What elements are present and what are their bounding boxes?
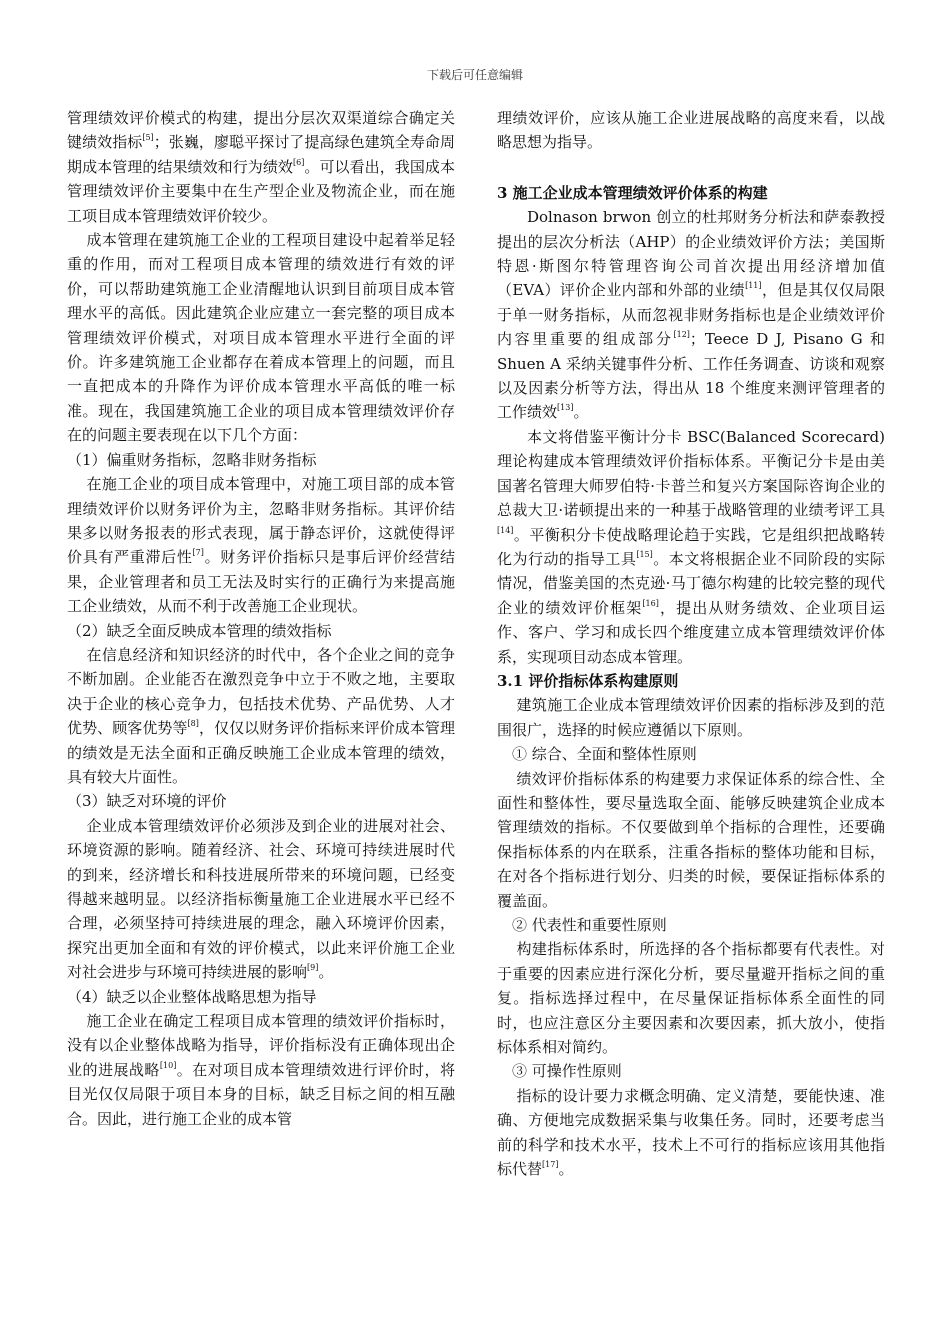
subheading: （3）缺乏对环境的评价: [67, 792, 227, 811]
citation[interactable]: [11]: [745, 281, 762, 291]
principle-heading: ② 代表性和重要性原则: [512, 916, 667, 934]
paragraph: Dolnason brwon 创立的杜邦财务分析法和萨泰教授提出的层次分析法（AHP）的企业绩效评价方法；美国斯特恩·斯图尔特管理咨询公司首次提出用经济增加值（EVA）评价企业内部和外部的业绩[11]，但是其仅仅局限于单一财务指标，从而忽视非财务指标也是企业绩效评价内容里重要的组成部分[12]；Teece D J, Pisano G 和 Shuen A 采纳关键事件分析、工作任务调查、访谈和观察以及因素分析等方法，得出从 18 个维度来测评管理者的工作绩效[13]。: [497, 208, 885, 422]
citation[interactable]: [10]: [159, 1060, 177, 1070]
subheading: （4）缺乏以企业整体战略思想为指导: [67, 987, 317, 1006]
principle-heading: ① 综合、全面和整体性原则: [512, 745, 697, 764]
citation[interactable]: [6]: [292, 157, 305, 167]
citation[interactable]: [17]: [542, 1160, 559, 1170]
paragraph: 建筑施工企业成本管理绩效评价因素的指标涉及到的范围很广，选择的时候应遵循以下原则。: [497, 696, 885, 739]
page-header: 下载后可任意编辑: [426, 68, 523, 82]
citation[interactable]: [15]: [636, 549, 653, 559]
paragraph: 管理绩效评价模式的构建，提出分层次双渠道综合确定关键绩效指标[5]；张巍，廖聪平探讨了提高绿色建筑全寿命周期成本管理的结果绩效和行为绩效[6]。可以看出，我国成本管理绩效评价主要集中在生产型企业及物流企业，而在施工项目成本管理绩效评价较少。: [67, 109, 455, 225]
paragraph: 施工企业在确定工程项目成本管理的绩效评价指标时，没有以企业整体战略为指导，评价指标没有正确体现出企业的进展战略[10]。在对项目成本管理绩效进行评价时，将目光仅仅局限于项目本身的目标，缺乏目标之间的相互融合。因此，进行施工企业的成本管: [67, 1012, 455, 1128]
paragraph: 指标的设计要力求概念明确、定义清楚，要能快速、准确、方便地完成数据采集与收集任务。同时，还要考虑当前的科学和技术水平，技术上不可行的指标应该用其他指标代替[17]。: [497, 1086, 885, 1179]
citation[interactable]: [14]: [497, 525, 514, 535]
paragraph: 在施工企业的项目成本管理中，对施工项目部的成本管理绩效评价以财务评价为主，忽略非财务指标。其评价结果多以财务报表的形式表现，属于静态评价，这就使得评价具有严重滞后性[7]。财务评价指标只是事后评价经营结果，企业管理者和员工无法及时实行的正确行为来提高施工企业绩效，从而不利于改善施工企业现状。: [67, 475, 455, 616]
paragraph: 企业成本管理绩效评价必须涉及到企业的进展对社会、环境资源的影响。随着经济、社会、环境可持续进展时代的到来，经济增长和科技进展所带来的环境问题，已经变得越来越明显。以经济指标衡量施工企业进展水平已经不合理，必须坚持可持续进展的理念，融入环境评价因素，探究出更加全面和有效的评价模式，以此来评价施工企业对社会进步与环境可持续进展的影响[9]。: [67, 816, 455, 982]
citation[interactable]: [7]: [192, 548, 204, 558]
subheading: （1）偏重财务指标，忽略非财务指标: [67, 450, 317, 469]
paragraph: 本文将借鉴平衡计分卡 BSC(Balanced Scorecard) 理论构建成本管理绩效评价指标体系。平衡记分卡是由美国著名管理大师罗伯特·卡普兰和复兴方案国际咨询企业的总裁大卫·诺顿提出来的一种基于战略管理的业绩考评工具[14]。平衡积分卡使战略理论趋于实践，它是组织把战略转化为行动的指导工具[15]。本文将根据企业不同阶段的实际情况，借鉴美国的杰克逊·马丁德尔构建的比较完整的现代企业的绩效评价框架[16]，提出从财务绩效、企业项目运作、客户、学习和成长四个维度建立成本管理绩效评价体系，实现项目动态成本管理。: [497, 427, 885, 666]
citation[interactable]: [13]: [557, 403, 574, 413]
paragraph: 成本管理在建筑施工企业的工程项目建设中起着举足轻重的作用，而对工程项目成本管理的绩效进行有效的评价，可以帮助建筑施工企业清醒地认识到目前项目成本管理水平的高低。因此建筑企业应建立一套完整的项目成本管理绩效评价模式，对项目成本管理水平进行全面的评价。许多建筑施工企业都存在着成本管理上的问题，而且一直把成本的升降作为评价成本管理水平高低的唯一标准。现在，我国建筑施工企业的项目成本管理绩效评价存在的问题主要表现在以下几个方面：: [67, 231, 455, 445]
citation[interactable]: [9]: [307, 963, 319, 973]
citation[interactable]: [8]: [187, 719, 199, 729]
section-heading: 3.1 评价指标体系构建原则: [497, 671, 679, 690]
principle-heading: ③ 可操作性原则: [512, 1062, 622, 1081]
section-heading: 3 施工企业成本管理绩效评价体系的构建: [497, 183, 768, 202]
subheading: （2）缺乏全面反映成本管理的绩效指标: [67, 621, 332, 640]
paragraph: 理绩效评价，应该从施工企业进展战略的高度来看，以战略思想为指导。: [497, 109, 885, 152]
paragraph: 在信息经济和知识经济的时代中，各个企业之间的竞争不断加剧。企业能否在激烈竞争中立于不败之地，主要取决于企业的核心竞争力，包括技术优势、产品优势、人才优势、顾客优势等[8]，仅仅以财务评价指标来评价成本管理的绩效是无法全面和正确反映施工企业成本管理的绩效，具有较大片面性。: [67, 645, 455, 786]
citation[interactable]: [5]: [142, 133, 154, 143]
citation[interactable]: [16]: [642, 598, 659, 608]
citation[interactable]: [12]: [673, 330, 690, 340]
left-column: [67, 106, 455, 1131]
right-column: [497, 106, 885, 1181]
paragraph: 构建指标体系时，所选择的各个指标都要有代表性。对于重要的因素应进行深化分析，要尽量避开指标之间的重复。指标选择过程中，在尽量保证指标体系全面性的同时，也应注意区分主要因素和次要因素，抓大放小，使指标体系相对简约。: [497, 940, 885, 1057]
paragraph: 绩效评价指标体系的构建要力求保证体系的综合性、全面性和整体性，要尽量选取全面、能够反映建筑企业成本管理绩效的指标。不仅要做到单个指标的合理性，还要确保指标体系的内在联系，注重各指标的整体功能和目标，在对各个指标进行划分、归类的时候，要保证指标体系的覆盖面。: [497, 769, 885, 910]
